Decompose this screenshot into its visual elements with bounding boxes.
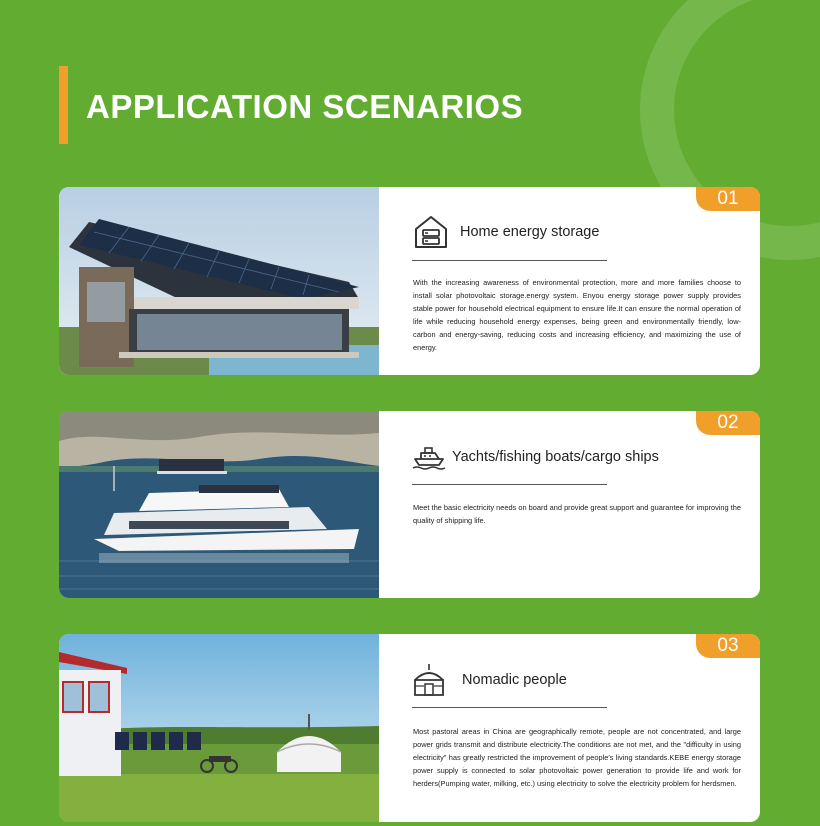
solar-yacht-image [59,411,379,598]
card-title: Nomadic people [462,672,567,688]
scenario-card-home [59,187,760,375]
nomadic-yurt-image [59,634,379,822]
title-divider [412,707,607,708]
card-number-badge: 01 [696,187,760,211]
house-battery-icon [412,213,450,251]
scenario-card-ships [59,411,760,598]
card-title: Home energy storage [460,224,600,240]
card-title: Yachts/fishing boats/cargo ships [452,449,659,465]
title-accent-bar [59,66,68,144]
card-description: Most pastoral areas in China are geographically remote, people are not concentrated, and large power grids transmit and distribute electricity.The conditions are not met, and the "difficulty in using electricity" has greatly restricted the improvement of people's living standards.KEBE energy storage power supply is connected to solar photovoltaic power generation to provide life and work for herders(Pumping water, milking, etc.) using electricity to solve the electricity problem for herdsmen. [413,727,741,788]
card-description: Meet the basic electricity needs on board and provide great support and guarantee for improving the quality of shipping life. [413,503,741,525]
card-description: With the increasing awareness of environmental protection, more and more families choose to install solar photovoltaic storage.energy system. Enyou energy storage power supply provides stable power for household electrical equipment to ensure life.It can ensure the normal operation of life while reducing household energy expenses, being green and environmentally friendly, low-carbon and energy-saving, reducing costs and increasing efficiency, and maximizing the use of energy. [413,278,741,352]
page-title: APPLICATION SCENARIOS [86,88,524,125]
yurt-icon [412,662,446,698]
title-divider [412,484,607,485]
ship-icon [412,444,446,470]
card-number-badge: 02 [696,411,760,435]
card-number-badge: 03 [696,634,760,658]
scenario-card-nomadic [59,634,760,822]
title-divider [412,260,607,261]
home-solar-house-image [59,187,379,375]
